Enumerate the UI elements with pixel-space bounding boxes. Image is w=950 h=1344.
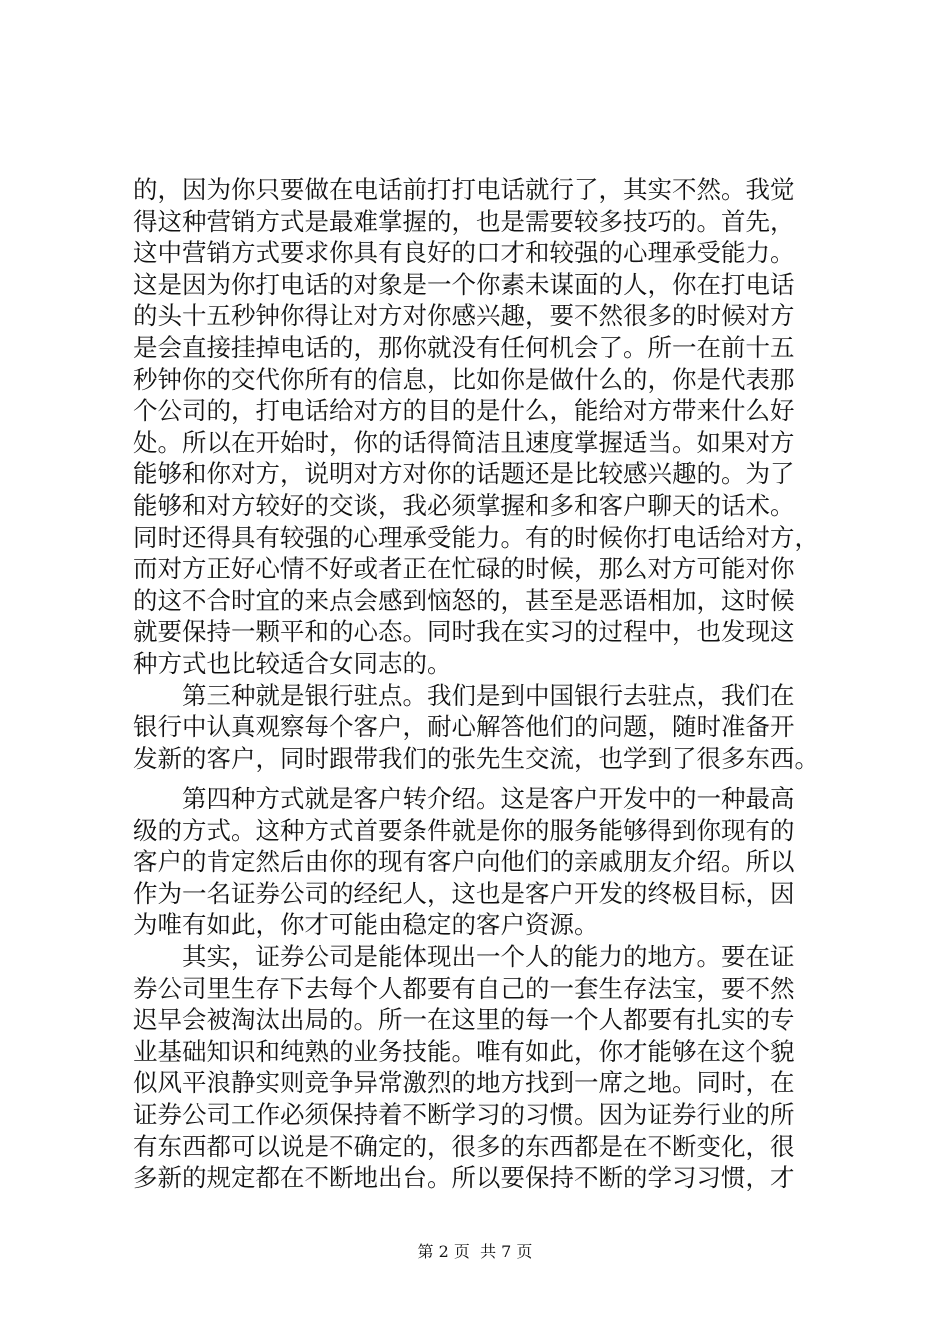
text-line: 银行中认真观察每个客户，耐心解答他们的问题，随时准备开 xyxy=(133,712,795,742)
text-line: 证券公司工作必须保持着不断学习的习惯。因为证券行业的所 xyxy=(133,1099,795,1129)
text-line: 同时还得具有较强的心理承受能力。有的时候你打电话给对方， xyxy=(133,522,819,552)
text-line: 级的方式。这种方式首要条件就是你的服务能够得到你现有的 xyxy=(133,815,795,845)
text-line: 有东西都可以说是不确定的，很多的东西都是在不断变化，很 xyxy=(133,1131,795,1161)
text-line: 发新的客户，同时跟带我们的张先生交流，也学到了很多东西。 xyxy=(133,743,819,773)
text-line: 而对方正好心情不好或者正在忙碌的时候，那么对方可能对你 xyxy=(133,554,795,584)
text-line: 其实，证券公司是能体现出一个人的能力的地方。要在证 xyxy=(133,941,795,971)
text-line: 的，因为你只要做在电话前打打电话就行了，其实不然。我觉 xyxy=(133,175,795,204)
body-text-block-2 xyxy=(133,783,833,1194)
text-line: 就要保持一颗平和的心态。同时我在实习的过程中，也发现这 xyxy=(133,617,795,647)
text-line: 的头十五秒钟你得让对方对你感兴趣，要不然很多的时候对方 xyxy=(133,301,795,331)
text-line: 多新的规定都在不断地出台。所以要保持不断的学习习惯，才 xyxy=(133,1163,795,1193)
text-line: 的这不合时宜的来点会感到恼怒的，甚至是恶语相加，这时候 xyxy=(133,585,795,615)
text-line: 个公司的，打电话给对方的目的是什么，能给对方带来什么好 xyxy=(133,396,795,426)
text-line: 似风平浪静实则竞争异常激烈的地方找到一席之地。同时，在 xyxy=(133,1068,795,1098)
text-line: 券公司里生存下去每个人都要有自己的一套生存法宝，要不然 xyxy=(133,973,795,1003)
text-line: 为唯有如此，你才可能由稳定的客户资源。 xyxy=(133,910,599,940)
text-line: 得这种营销方式是最难掌握的，也是需要较多技巧的。首先， xyxy=(133,206,795,236)
text-line: 是会直接挂掉电话的，那你就没有任何机会了。所一在前十五 xyxy=(133,332,795,362)
text-line: 能够和对方较好的交谈，我必须掌握和多和客户聊天的话术。 xyxy=(133,490,795,520)
text-line: 作为一名证券公司的经纪人，这也是客户开发的终极目标，因 xyxy=(133,878,795,908)
text-line: 客户的肯定然后由你的现有客户向他们的亲戚朋友介绍。所以 xyxy=(133,847,795,877)
text-line: 迟早会被淘汰出局的。所一在这里的每一个人都要有扎实的专 xyxy=(133,1005,795,1035)
text-line: 第四种方式就是客户转介绍。这是客户开发中的一种最高 xyxy=(133,784,795,813)
page-number-footer: 第 2 页 共 7 页 xyxy=(417,1242,533,1261)
text-line: 这是因为你打电话的对象是一个你素未谋面的人，你在打电话 xyxy=(133,269,795,299)
text-line: 业基础知识和纯熟的业务技能。唯有如此，你才能够在这个貌 xyxy=(133,1036,795,1066)
text-line: 种方式也比较适合女同志的。 xyxy=(133,648,452,678)
text-line: 处。所以在开始时，你的话得简洁且速度掌握适当。如果对方 xyxy=(133,427,795,457)
text-line: 秒钟你的交代你所有的信息，比如你是做什么的，你是代表那 xyxy=(133,364,795,394)
body-text-block-1 xyxy=(133,174,833,774)
text-line: 能够和你对方，说明对方对你的话题还是比较感兴趣的。为了 xyxy=(133,459,795,489)
text-line: 这中营销方式要求你具有良好的口才和较强的心理承受能力。 xyxy=(133,238,795,268)
text-line: 第三种就是银行驻点。我们是到中国银行去驻点，我们在 xyxy=(133,680,795,710)
